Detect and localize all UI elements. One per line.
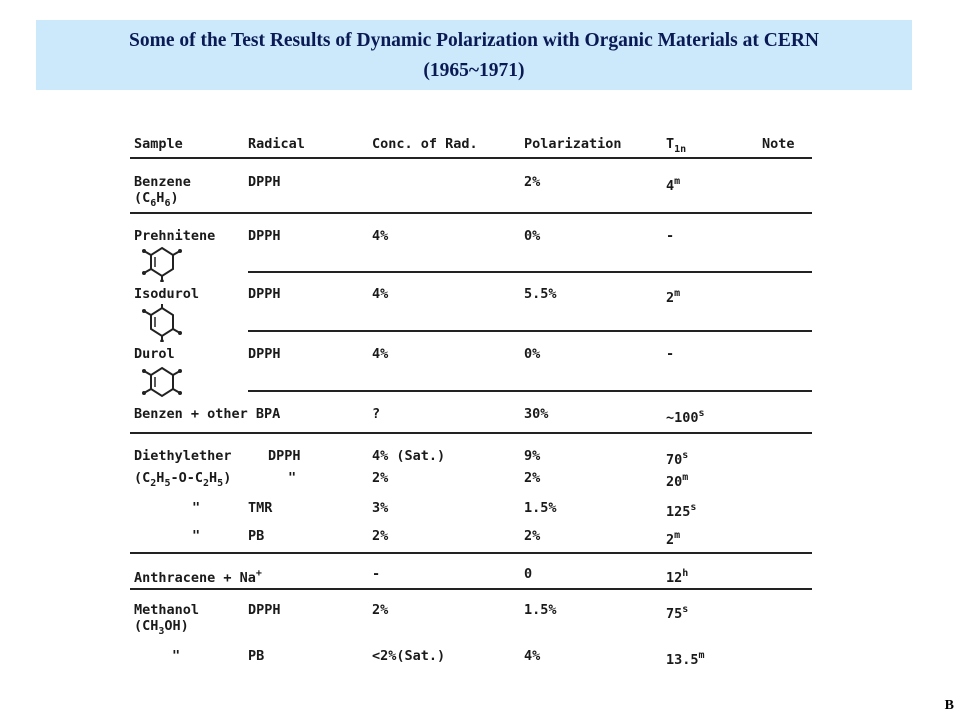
methanol-sample: Methanol (134, 602, 200, 618)
benzene-t1n: 4$^m$ (666, 176, 681, 194)
header-sample: Sample (134, 136, 183, 152)
benzene-sample: Benzene (134, 174, 191, 190)
diethylether-t1n-4: 2$^m$ (666, 530, 681, 548)
row-rule (248, 330, 812, 332)
prehnitene-sample: Prehnitene (134, 228, 216, 244)
methanol-t1n-2: 13.5$^m$ (666, 650, 705, 668)
row-rule (130, 552, 812, 554)
header-radical: Radical (248, 136, 305, 152)
diethylether-radical-4: PB (248, 528, 265, 544)
methanol-formula: $(CH_3OH)$ (134, 618, 189, 637)
row-rule (248, 390, 812, 392)
benzene-formula: $(C_6H_6)$ (134, 190, 179, 209)
diethylether-conc-4: 2% (372, 528, 389, 544)
diethylether-ditto-4: " (192, 528, 201, 544)
title-line-2: (1965~1971) (423, 60, 525, 81)
header-polarization: Polarization (524, 136, 622, 152)
benzene-radical: DPPH (248, 174, 281, 190)
methanol-ditto: " (172, 648, 181, 664)
diethylether-radical: DPPH (268, 448, 301, 464)
diethylether-polarization-2: 2% (524, 470, 541, 486)
header-conc: Conc. of Rad. (372, 136, 478, 152)
corner-mark: B (944, 698, 954, 713)
methanol-t1n: 75$^s$ (666, 604, 689, 622)
isodurol-conc: 4% (372, 286, 389, 302)
header-note: Note (762, 136, 795, 152)
diethylether-polarization-3: 1.5% (524, 500, 557, 516)
anthracene-t1n: 12$^h$ (666, 568, 689, 586)
anthracene-conc: - (372, 566, 381, 582)
scanned-table (130, 130, 812, 675)
prehnitene-conc: 4% (372, 228, 389, 244)
benzen-bpa-t1n: ~100$^s$ (666, 408, 705, 426)
diethylether-sample: Diethylether (134, 448, 232, 464)
durol-sample: Durol (134, 346, 175, 362)
title-banner (36, 20, 912, 90)
diethylether-conc-3: 3% (372, 500, 389, 516)
methanol-radical-2: PB (248, 648, 265, 664)
methanol-polarization: 1.5% (524, 602, 557, 618)
methanol-polarization-2: 4% (524, 648, 541, 664)
benzene-polarization: 2% (524, 174, 541, 190)
methanol-radical: DPPH (248, 602, 281, 618)
prehnitene-t1n: - (666, 228, 675, 244)
diethylether-t1n-3: 125$^s$ (666, 502, 697, 520)
row-rule (130, 212, 812, 214)
anthracene-sample: Anthracene + Na+ (134, 568, 262, 586)
diethylether-conc: 4% (Sat.) (372, 448, 446, 464)
diethylether-t1n: 70$^s$ (666, 450, 689, 468)
row-rule (248, 271, 812, 273)
methanol-conc-2: <2%(Sat.) (372, 648, 446, 664)
row-rule (130, 588, 812, 590)
diethylether-radical-3: TMR (248, 500, 273, 516)
diethylether-formula: $(C_2H_5-O-C_2H_5)$ (134, 470, 232, 489)
isodurol-radical: DPPH (248, 286, 281, 302)
benzen-bpa-sample: Benzen + other BPA (134, 406, 281, 422)
diethylether-polarization-4: 2% (524, 528, 541, 544)
prehnitene-polarization: 0% (524, 228, 541, 244)
title-line-1: Some of the Test Results of Dynamic Polarization with Organic Materials at CERN (128, 30, 819, 51)
diethylether-polarization: 9% (524, 448, 541, 464)
anthracene-polarization: 0 (524, 566, 533, 582)
diethylether-conc-2: 2% (372, 470, 389, 486)
durol-polarization: 0% (524, 346, 541, 362)
diethylether-t1n-2: 20$^m$ (666, 472, 689, 490)
diethylether-radical-2: " (288, 470, 297, 486)
durol-t1n: - (666, 346, 675, 362)
diethylether-ditto-3: " (192, 500, 201, 516)
isodurol-t1n: 2$^m$ (666, 288, 681, 306)
isodurol-polarization: 5.5% (524, 286, 557, 302)
prehnitene-structure-icon (136, 244, 188, 282)
benzen-bpa-polarization: 30% (524, 406, 549, 422)
durol-conc: 4% (372, 346, 389, 362)
isodurol-sample: Isodurol (134, 286, 200, 302)
durol-structure-icon (136, 364, 188, 402)
prehnitene-radical: DPPH (248, 228, 281, 244)
methanol-conc: 2% (372, 602, 389, 618)
row-rule (130, 432, 812, 434)
header-t1n: $T_{1n}$ (666, 136, 687, 155)
benzen-bpa-conc: ? (372, 406, 381, 422)
durol-radical: DPPH (248, 346, 281, 362)
header-rule (130, 157, 812, 159)
isodurol-structure-icon (136, 304, 188, 342)
